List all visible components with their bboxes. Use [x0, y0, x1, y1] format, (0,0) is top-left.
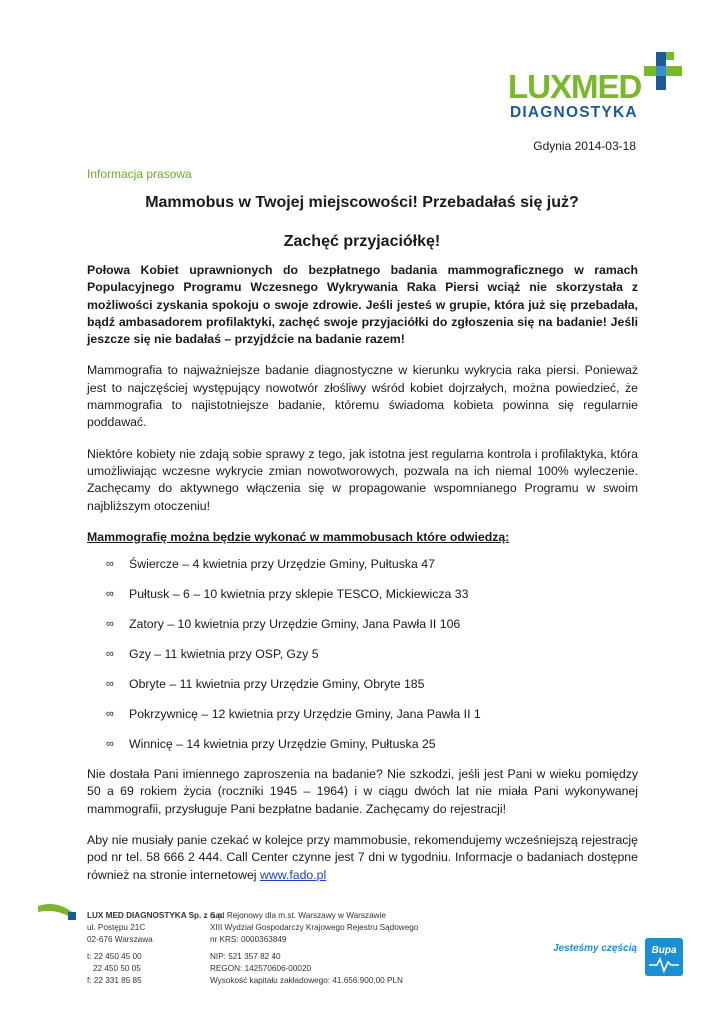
- logo-cross-icon: [642, 50, 684, 92]
- bupa-logo-icon: [645, 938, 683, 976]
- body-paragraph-2: Niektóre kobiety nie zdają sobie sprawy z tego, jak istotna jest regularna kontrola i profilaktyka, która umożliwiając wczesne wykrycie zmian nowotworowych, pozwala na ich niemal 100% wyleczenie. Zachęcamy do aktywnego włączenia się w propagowanie wspomnianego Programu w swoim najbliższym otoczeniu!: [87, 446, 638, 513]
- list-item: ∞ Obryte – 11 kwietnia przy Urzędzie Gminy, Obryte 185: [106, 677, 425, 692]
- footer-logo-swoosh-icon: [38, 902, 78, 924]
- infinity-bullet-icon: ∞: [106, 678, 114, 691]
- logo-wordmark: LUXMED: [508, 68, 642, 105]
- schedule-heading: Mammografię można będzie wykonać w mammobusach które odwiedzą:: [87, 529, 510, 544]
- headline-line-1: Mammobus w Twojej miejscowości! Przebadałaś się już?: [145, 194, 579, 211]
- fado-website-link[interactable]: www.fado.pl: [259, 867, 327, 882]
- svg-text:Bupa: Bupa: [651, 945, 677, 956]
- luxmed-logo: [508, 50, 688, 125]
- body-paragraph-1: Mammografia to najważniejsze badanie diagnostyczne w kierunku wykrycia raka piersi. Ponieważ jest to najczęściej występujący nowotwór złośliwy wśród kobiet dojrzałych, można powiedzieć, że mammografia to najistotniejsze badanie, któremu świadoma kobieta powinna się regularnie poddawać.: [87, 363, 638, 430]
- footer-tax-ids: NIP: 521 357 82 40 REGON: 142570606-00020 Wysokość kapitału zakładowego: 41.656.900,00 PLN: [210, 952, 403, 985]
- list-item: ∞ Pułtusk – 6 – 10 kwietnia przy sklepie TESCO, Mickiewicza 33: [106, 587, 469, 602]
- body-paragraph-3: Nie dostała Pani imiennego zaproszenia na badanie? Nie szkodzi, jeśli jest Pani w wieku pomiędzy 50 a 69 rokiem życia (roczniki 1945 – 1964) i w ciągu dwóch lat nie miała Pani wykonywanej mammografii, przysługuje Pani bezpłatne badanie. Zachęcamy do rejestracji!: [87, 767, 638, 816]
- press-label: Informacja prasowa: [87, 167, 192, 181]
- lead-paragraph: Połowa Kobiet uprawnionych do bezpłatnego badania mammograficznego w ramach Populacyjnego Programu Wczesnego Wykrywania Raka Piersi wciąż nie skorzystała z możliwości zyskania spokoju o swoje zdrowie. Jeśli jesteś w grupie, która już się przebadała, bądź ambasadorem profilaktyki, zachęć swoje przyjaciółki do zgłoszenia się na badanie! Jeśli jeszcze się nie badałaś – przyjdźcie na badanie razem!: [87, 263, 638, 347]
- footer-tagline: Jesteśmy częścią: [553, 943, 637, 954]
- list-item: ∞ Winnicę – 14 kwietnia przy Urzędzie Gminy, Pułtuska 25: [106, 737, 436, 752]
- schedule-list: [87, 556, 638, 766]
- headline-line-2: Zachęć przyjaciółkę!: [283, 233, 441, 250]
- list-item: ∞ Zatory – 10 kwietnia przy Urzędzie Gminy, Jana Pawła II 106: [106, 617, 461, 632]
- footer-address: LUX MED DIAGNOSTYKA Sp. z o.o. ul. Postępu 21C 02-676 Warszawa: [87, 911, 225, 944]
- list-item: ∞ Świercze – 4 kwietnia przy Urzędzie Gminy, Pułtuska 47: [106, 557, 435, 572]
- document-date: Gdynia 2014-03-18: [533, 139, 636, 153]
- footer-phones: t: 22 450 45 00 22 450 50 05 f: 22 331 85 85: [87, 952, 142, 985]
- footer-registry: Sąd Rejonowy dla m.st. Warszawy w Warszawie XIII Wydział Gospodarczy Krajowego Rejestru Sądowego nr KRS: 0000363849: [210, 911, 419, 944]
- infinity-bullet-icon: ∞: [106, 588, 114, 601]
- infinity-bullet-icon: ∞: [106, 618, 114, 631]
- list-item: ∞ Pokrzywnicę – 12 kwietnia przy Urzędzie Gminy, Jana Pawła II 1: [106, 707, 481, 722]
- infinity-bullet-icon: ∞: [106, 558, 114, 571]
- article-body: [87, 262, 638, 898]
- infinity-bullet-icon: ∞: [106, 708, 114, 721]
- infinity-bullet-icon: ∞: [106, 648, 114, 661]
- infinity-bullet-icon: ∞: [106, 738, 114, 751]
- body-paragraph-4: Aby nie musiały panie czekać w kolejce przy mammobusie, rekomendujemy wcześniejszą rejestrację pod nr tel. 58 666 2 444. Call Center czynne jest 7 dni w tygodniu. Informacje o badaniach dostępne również na stronie internetowej www.fado.pl: [87, 833, 638, 882]
- logo-subtitle: DIAGNOSTYKA: [510, 104, 638, 121]
- list-item: ∞ Gzy – 11 kwietnia przy OSP, Gzy 5: [106, 647, 319, 662]
